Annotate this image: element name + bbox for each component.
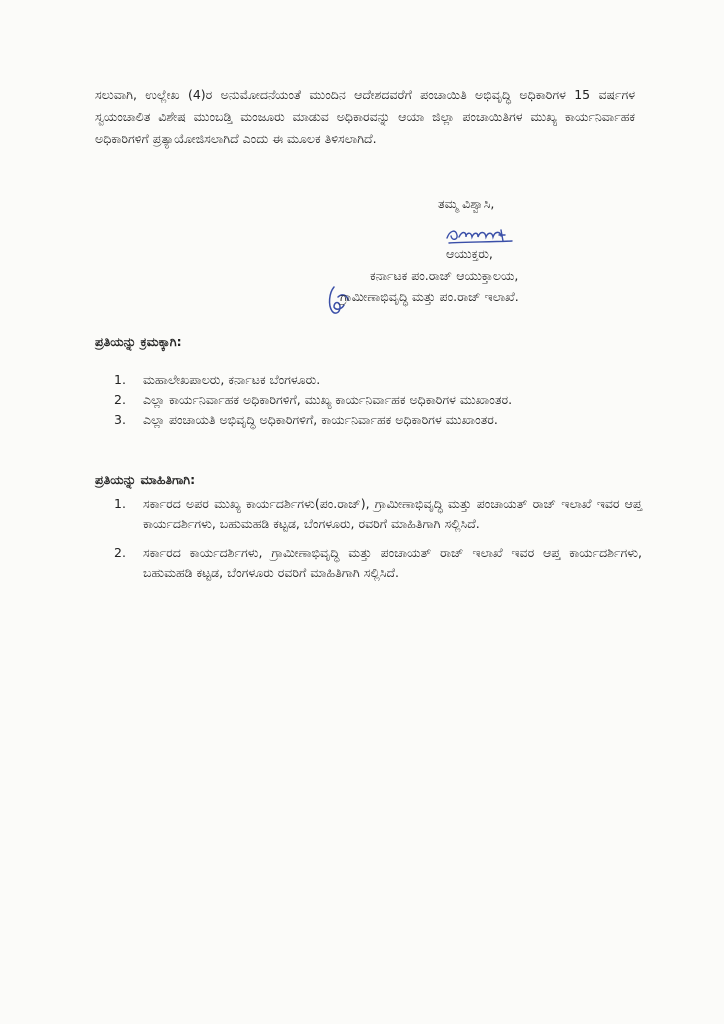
list-item-text: ಸರ್ಕಾರದ ಕಾರ್ಯದರ್ಶಿಗಳು, ಗ್ರಾಮೀಣಾಭಿವೃದ್ಧಿ ಮತ್ತು ಪಂಚಾಯತ್ ರಾಜ್ ಇಲಾಖೆ ಇವರ ಆಪ್ತ ಕಾರ್ಯದರ್ಶಿಗಳು, ಬಹುಮಹಡಿ ಕಟ್ಟಡ, ಬೆಂಗಳೂರು ರವರಿಗೆ ಮಾಹಿತಿಗಾಗಿ ಸಲ್ಲಿಸಿದೆ. xyxy=(143,545,642,580)
list-item-text: ಎಲ್ಲಾ ಕಾರ್ಯನಿರ್ವಾಹಕ ಅಧಿಕಾರಿಗಳಿಗೆ, ಮುಖ್ಯ ಕಾರ್ಯನಿರ್ವಾಹಕ ಅಧಿಕಾರಿಗಳ ಮುಖಾಂತರ. xyxy=(143,392,513,407)
list-item-text: ಮಹಾಲೇಖಪಾಲರು, ಕರ್ನಾಟಕ ಬೆಂಗಳೂರು. xyxy=(143,372,321,387)
list-item xyxy=(114,494,642,534)
copies-for-action-list xyxy=(114,370,642,430)
closing-salutation: ತಮ್ಮ ವಿಶ್ವಾಸಿ, xyxy=(438,196,495,211)
list-item xyxy=(114,390,642,409)
list-item-text: ಸರ್ಕಾರದ ಅಪರ ಮುಖ್ಯ ಕಾರ್ಯದರ್ಶಿಗಳು(ಪಂ.ರಾಜ್), ಗ್ರಾಮೀಣಾಭಿವೃದ್ಧಿ ಮತ್ತು ಪಂಚಾಯತ್ ರಾಜ್ ಇಲಾಖೆ ಇವರ ಆಪ್ತ ಕಾರ್ಯದರ್ಶಿಗಳು, ಬಹುಮಹಡಿ ಕಟ್ಟಡ, ಬೆಂಗಳೂರು, ರವರಿಗೆ ಮಾಹಿತಿಗಾಗಿ ಸಲ್ಲಿಸಿದೆ. xyxy=(143,496,642,531)
copies-for-information-heading: ಪ್ರತಿಯನ್ನು ಮಾಹಿತಿಗಾಗಿ: xyxy=(95,472,196,487)
list-item-number: 2. xyxy=(114,545,126,560)
list-item-number: 1. xyxy=(114,372,126,387)
list-item xyxy=(114,543,642,583)
list-item-number: 1. xyxy=(114,496,126,511)
signature-department: ಗ್ರಾಮೀಣಾಭಿವೃದ್ಧಿ ಮತ್ತು ಪಂ.ರಾಜ್ ಇಲಾಖೆ. xyxy=(340,289,519,304)
list-item xyxy=(114,410,642,429)
signature-icon xyxy=(444,221,518,247)
copies-for-information-list xyxy=(114,494,642,592)
list-item-number: 3. xyxy=(114,412,126,427)
letter-body-paragraph: ಸಲುವಾಗಿ, ಉಲ್ಲೇಖ (4)ರ ಅನುಮೋದನೆಯಂತೆ ಮುಂದಿನ ಆದೇಶದವರೆಗೆ ಪಂಚಾಯಿತಿ ಅಭಿವೃದ್ಧಿ ಅಧಿಕಾರಿಗಳ 15 ವರ್ಷಗಳ ಸ್ವಯಂಚಾಲಿತ ವಿಶೇಷ ಮುಂಬಡ್ತಿ ಮಂಜೂರು ಮಾಡುವ ಅಧಿಕಾರವನ್ನು ಆಯಾ ಜಿಲ್ಲಾ ಪಂಚಾಯಿತಿಗಳ ಮುಖ್ಯ ಕಾರ್ಯನಿರ್ವಾಹಕ ಅಧಿಕಾರಿಗಳಿಗೆ ಪ್ರತ್ಯಾಯೋಜಿಸಲಾಗಿದೆ ಎಂದು ಈ ಮೂಲಕ ತಿಳಿಸಲಾಗಿದೆ. xyxy=(95,87,635,146)
signature-office: ಕರ್ನಾಟಕ ಪಂ.ರಾಜ್ ಆಯುಕ್ತಾಲಯ, xyxy=(370,268,519,283)
signature-designation: ಆಯುಕ್ತರು, xyxy=(446,246,493,261)
copies-for-action-heading: ಪ್ರತಿಯನ್ನು ಕ್ರಮಕ್ಕಾಗಿ: xyxy=(95,334,182,349)
list-item-number: 2. xyxy=(114,392,126,407)
list-item xyxy=(114,370,642,389)
list-item-text: ಎಲ್ಲಾ ಪಂಚಾಯತಿ ಅಭಿವೃದ್ಧಿ ಅಧಿಕಾರಿಗಳಿಗೆ, ಕಾರ್ಯನಿರ್ವಾಹಕ ಅಧಿಕಾರಿಗಳ ಮುಖಾಂತರ. xyxy=(143,412,498,427)
